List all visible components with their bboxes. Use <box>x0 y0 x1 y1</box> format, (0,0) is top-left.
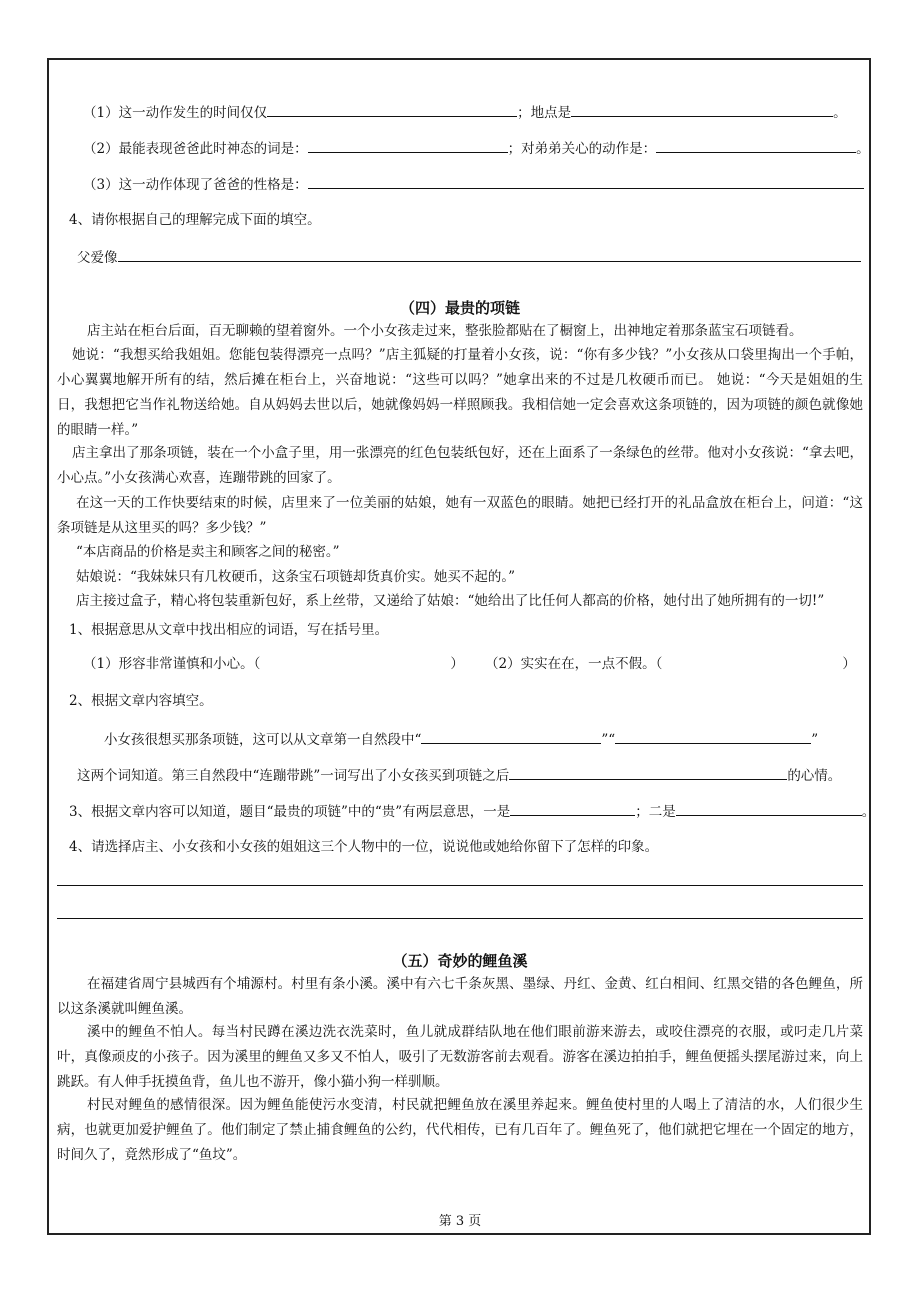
answer-blank[interactable] <box>571 101 833 117</box>
question-2: 2、根据文章内容填空。 <box>69 693 213 709</box>
paragraph: 店主站在柜台后面，百无聊赖的望着窗外。一个小女孩走过来，整张脸都贴在了橱窗上，出神地定着那条蓝宝石项链看。 <box>87 323 803 339</box>
question-3: 3、根据文章内容可以知道，题目“最贵的项链”中的“贵”有两层意思，一是 ；二是 。 <box>69 800 875 822</box>
paragraph: 姑娘说：“我妹妹只有几枚硬币，这条宝石项链却货真价实。她买不起的。” <box>76 569 516 585</box>
page-number: 第 3 页 <box>438 1214 482 1229</box>
paragraph: 村民对鲤鱼的感情很深。因为鲤鱼能使污水变清，村民就把鲤鱼放在溪里养起来。鲤鱼使村里的人喝上了清洁的水，人们很少生病，也就更加爱护鲤鱼了。他们制定了禁止捕食鲤鱼的公约，代代相传，已有几百年了。鲤鱼死了，他们就把它埋在一个固定的地方，时间久了，竟然形成了“鱼坟”。 <box>57 1097 863 1163</box>
answer-blank[interactable] <box>308 137 508 153</box>
answer-blank[interactable] <box>615 728 811 744</box>
answer-blank[interactable] <box>509 764 787 780</box>
answer-blank[interactable] <box>656 137 856 153</box>
paragraph: 店主接过盒子，精心将包装重新包好，系上丝带，又递给了姑娘：“她给出了比任何人都高的价格，她付出了她所拥有的一切!” <box>76 593 825 609</box>
question-3-2: （2）最能表现爸爸此时神态的词是： ；对弟弟关心的动作是： 。 <box>83 137 870 159</box>
paragraph: 在福建省周宁县城西有个埔源村。村里有条小溪。溪中有六七千条灰黑、墨绿、丹红、金黄、红白相间、红黑交错的各色鲤鱼，所以这条溪就叫鲤鱼溪。 <box>57 976 863 1017</box>
paragraph: 在这一天的工作快要结束的时候，店里来了一位美丽的姑娘，她有一双蓝色的眼睛。她把已经打开的礼品盒放在柜台上，问道：“这条项链是从这里买的吗？多少钱？” <box>57 495 863 536</box>
answer-blank[interactable] <box>308 173 864 189</box>
section-4-title: （四）最贵的项链 <box>399 299 520 317</box>
answer-line[interactable] <box>57 885 863 886</box>
paragraph: 溪中的鲤鱼不怕人。每当村民蹲在溪边洗衣洗菜时，鱼儿就成群结队地在他们眼前游来游去，或咬住漂亮的衣服，或叼走几片菜叶，真像顽皮的小孩子。因为溪里的鲤鱼又多又不怕人，吸引了无数游客前去观看。游客在溪边拍拍手，鲤鱼便摇头摆尾游过来，向上跳跃。有人伸手抚摸鱼背，鱼儿也不游开，像小猫小狗一样驯顺。 <box>57 1024 863 1090</box>
paragraph: “本店商品的价格是卖主和顾客之间的秘密。” <box>76 544 340 560</box>
question-1: 1、根据意思从文章中找出相应的词语，写在括号里。 <box>69 622 389 638</box>
paragraph: 她说：“我想买给我姐姐。您能包装得漂亮一点吗？”店主狐疑的打量着小女孩，说：“你有多少钱？”小女孩从口袋里掏出一个手帕，小心翼翼地解开所有的结，然后摊在柜台上，兴奋地说：“这些可以吗？”她拿出来的不过是几枚硬币而已。 她说：“今天是姐姐的生日，我想把它当作礼物送给她。自从妈妈去世以后，她就像妈妈一样照顾我。我相信她一定会喜欢这条项链的，因为项链的颜色就像她的眼睛一样。” <box>57 347 863 438</box>
answer-blank[interactable] <box>510 800 635 816</box>
answer-line[interactable] <box>57 918 863 919</box>
question-2-a: 小女孩很想买那条项链，这可以从文章第一自然段中“ ”“ ” <box>104 728 818 750</box>
paragraph: 店主拿出了那条项链，装在一个小盒子里，用一张漂亮的红色包装纸包好，还在上面系了一条绿色的丝带。他对小女孩说：“拿去吧，小心点。”小女孩满心欢喜，连蹦带跳的回家了。 <box>57 445 863 486</box>
answer-blank[interactable] <box>118 246 861 262</box>
question-2-b: 这两个词知道。第三自然段中“连蹦带跳”一词写出了小女孩买到项链之后 的心情。 <box>77 764 841 786</box>
question-3-1: （1）这一动作发生的时间仅仅 ；地点是 。 <box>83 101 847 123</box>
answer-blank[interactable] <box>267 101 517 117</box>
section-5-title: （五）奇妙的鲤鱼溪 <box>392 952 528 970</box>
answer-blank[interactable] <box>421 728 601 744</box>
question-1-2: （2）实实在在，一点不假。（ ） <box>485 656 856 672</box>
question-4-fill: 父爱像 <box>77 246 861 268</box>
question-4: 4、请选择店主、小女孩和小女孩的姐姐这三个人物中的一位，说说他或她给你留下了怎样的印象。 <box>69 839 659 855</box>
answer-blank[interactable] <box>676 800 862 816</box>
question-1-1: （1）形容非常谨慎和小心。（ ） <box>83 656 464 672</box>
question-4: 4、请你根据自己的理解完成下面的填空。 <box>69 212 321 228</box>
question-3-3: （3）这一动作体现了爸爸的性格是： <box>83 173 864 195</box>
